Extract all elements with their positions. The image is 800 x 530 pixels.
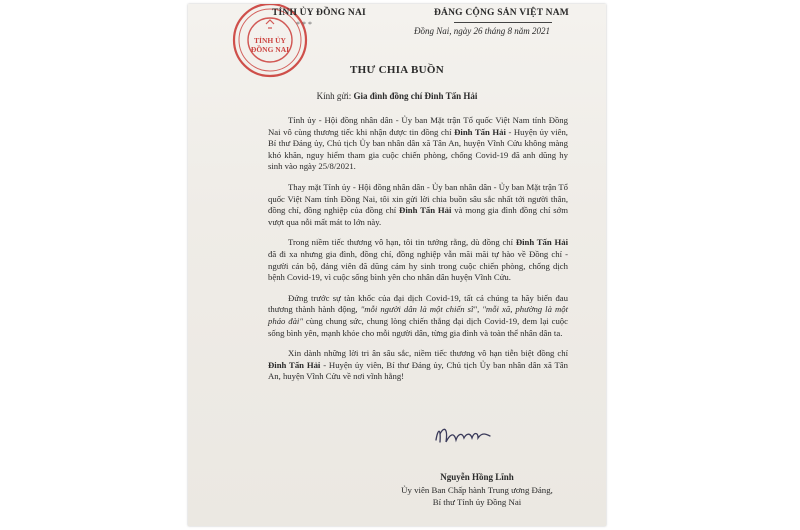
signer-role-line-2: Bí thư Tỉnh ủy Đồng Nai	[432, 497, 522, 507]
letter-page	[188, 4, 606, 526]
salutation-recipient: Gia đình đồng chí Đinh Tấn Hải	[353, 91, 478, 101]
honoree-name: Đinh Tấn Hải	[515, 237, 568, 248]
slogan-quote: "mỗi xã, phường là một pháo đài"	[268, 304, 569, 326]
letter-title: THƯ CHIA BUỒN	[350, 64, 444, 76]
slogan-quote: "mỗi người dân là một chiến sĩ"	[360, 304, 478, 315]
issuing-organization: TỈNH ỦY ĐỒNG NAI	[272, 8, 366, 18]
honoree-name: Đinh Tấn Hải	[268, 359, 321, 370]
paragraph-2: Thay mặt Tỉnh ủy - Hội đồng nhân dân - Ủy ban nhân dân - Ủy ban Mặt trận Tổ quốc Việt Nam tỉnh Đồng Nai, tôi xin gửi lời chia buồn sâu sắc nhất tới người thân, đồng chí, đồng nghiệp của đồng chí Đinh Tấn Hải và mong gia đình đồng chí sớm vượt qua nỗi mất mát to lớn này.	[268, 181, 568, 227]
signer-role-line-1: Ủy viên Ban Chấp hành Trung ương Đảng,	[401, 485, 553, 495]
paragraph-5: Xin dành những lời tri ân sâu sắc, niềm tiếc thương vô hạn tiễn biệt đồng chí Đinh Tấn Hải - Huyện ủy viên, Bí thư Đảng ủy, Chủ tịch Ủy ban nhân dân xã Tân An, huyện Vĩnh Cửu về nơi vĩnh hằng!	[268, 348, 568, 382]
paragraph-3: Trong niềm tiếc thương vô hạn, tôi tin tưởng rằng, dù đồng chí Đinh Tấn Hải đã đi xa nhưng gia đình, đồng chí, đồng nghiệp vẫn mãi mãi tự hào về Đồng chí - người cán bộ, đảng viên đã dũng cảm hy sinh trong cuộc chiến phòng, chống dịch bệnh Covid-19, vì cuộc sống bình yên cho nhân dân huyện Vĩnh Cửu.	[268, 237, 568, 283]
honoree-name: Đinh Tấn Hải	[399, 205, 452, 216]
handwritten-signature	[432, 420, 502, 450]
paragraph-4: Đứng trước sự tàn khốc của đại dịch Covid-19, tất cả chúng ta hãy biến đau thương thành hành động, "mỗi người dân là một chiến sĩ", "mỗi xã, phường là một pháo đài" cùng chung sức, chung lòng chiến thắng đại dịch Covid-19, đem lại cuộc sống bình yên, mạnh khỏe cho mỗi người dân, từng gia đình và toàn thể nhân dân ta.	[268, 292, 569, 338]
paragraph-1: Tỉnh ủy - Hội đồng nhân dân - Ủy ban Mặt trận Tổ quốc Việt Nam tỉnh Đồng Nai vô cùng thương tiếc khi nhận được tin đồng chí Đinh Tấn Hải - Huyện ủy viên, Bí thư Đảng ủy, Chủ tịch Ủy ban nhân dân xã Tân An, huyện Vĩnh Cửu không màng khó khăn, nguy hiểm tham gia cuộc chiến phòng, chống Covid-19 đã anh dũng hy sinh vào ngày 25/8/2021.	[268, 115, 568, 172]
party-name: ĐẢNG CỘNG SẢN VIỆT NAM	[434, 8, 569, 18]
salutation	[188, 91, 606, 101]
salutation-prefix: Kính gửi:	[316, 91, 352, 101]
stamp-text-top: TỈNH ỦY	[254, 36, 286, 45]
signer-name: Nguyễn Hồng Lĩnh	[440, 472, 514, 482]
party-name-underline	[454, 22, 552, 23]
honoree-name: Đinh Tấn Hải	[454, 126, 506, 137]
stamp-text-bottom: ĐỒNG NAI	[250, 45, 290, 54]
letter-body	[268, 115, 568, 392]
date-line: Đồng Nai, ngày 26 tháng 8 năm 2021	[414, 26, 550, 36]
header-divider-mark: * * *	[296, 20, 312, 29]
